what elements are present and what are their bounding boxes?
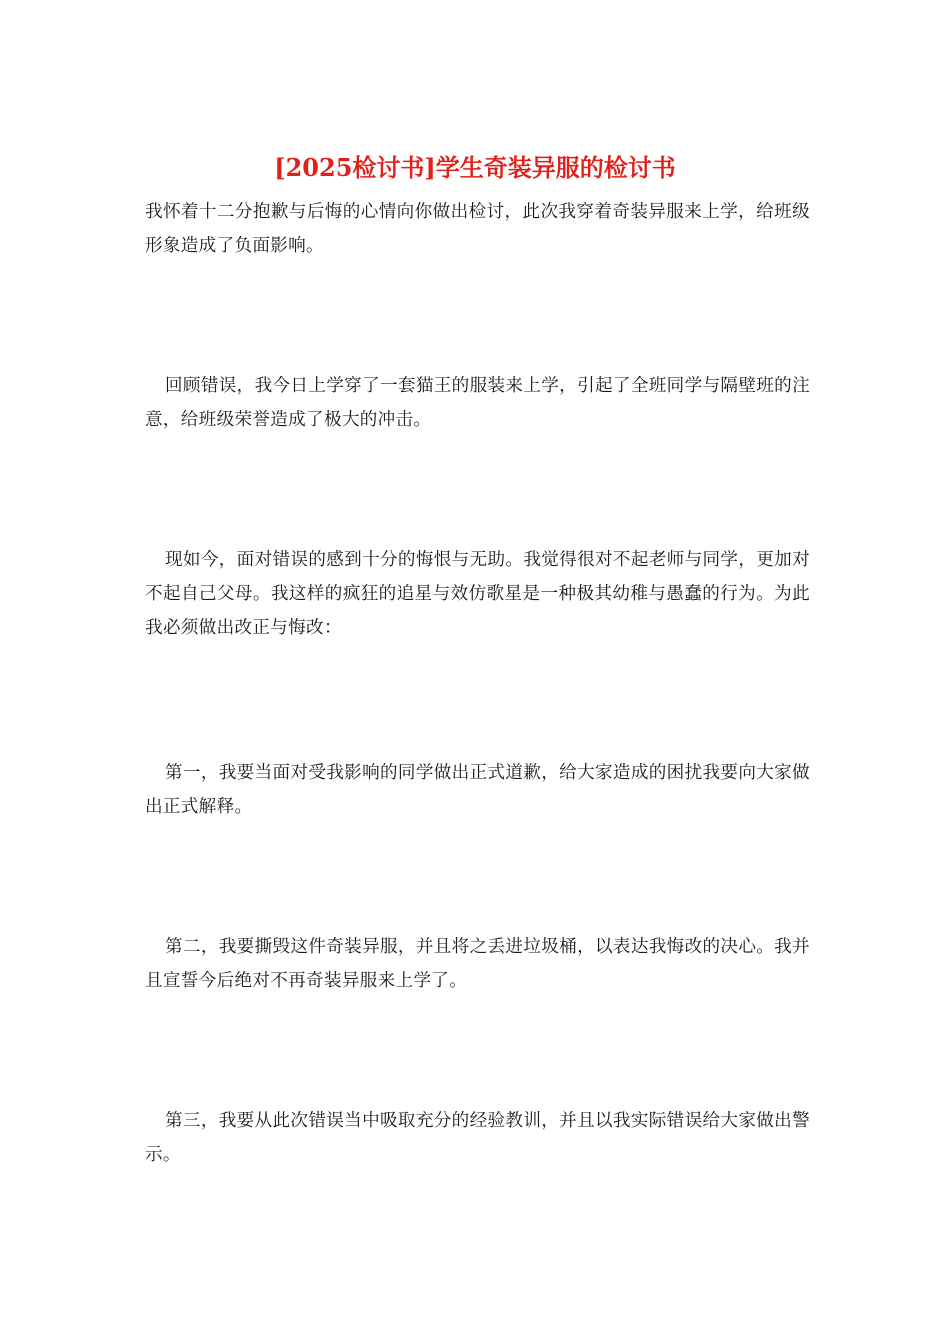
- document-title: [2025检讨书]学生奇装异服的检讨书: [274, 153, 676, 182]
- paragraph-reflection: 现如今，面对错误的感到十分的悔恨与无助。我觉得很对不起老师与同学，更加对不起自己父母。我这样的疯狂的追星与效仿歌星是一种极其幼稚与愚蠢的行为。为此我必须做出改正与悔改：: [145, 550, 810, 638]
- paragraph-point-two: 第二，我要撕毁这件奇装异服，并且将之丢进垃圾桶，以表达我悔改的决心。我并且宣誓今后绝对不再奇装异服来上学了。: [145, 937, 810, 991]
- paragraph-point-one: 第一，我要当面对受我影响的同学做出正式道歉，给大家造成的困扰我要向大家做出正式解释。: [145, 763, 810, 817]
- paragraph-intro: 我怀着十二分抱歉与后悔的心情向你做出检讨，此次我穿着奇装异服来上学，给班级形象造成了负面影响。: [145, 202, 810, 256]
- paragraph-point-three: 第三，我要从此次错误当中吸取充分的经验教训，并且以我实际错误给大家做出警示。: [145, 1111, 810, 1165]
- paragraph-review: 回顾错误，我今日上学穿了一套猫王的服装来上学，引起了全班同学与隔壁班的注意，给班级荣誉造成了极大的冲击。: [145, 376, 810, 430]
